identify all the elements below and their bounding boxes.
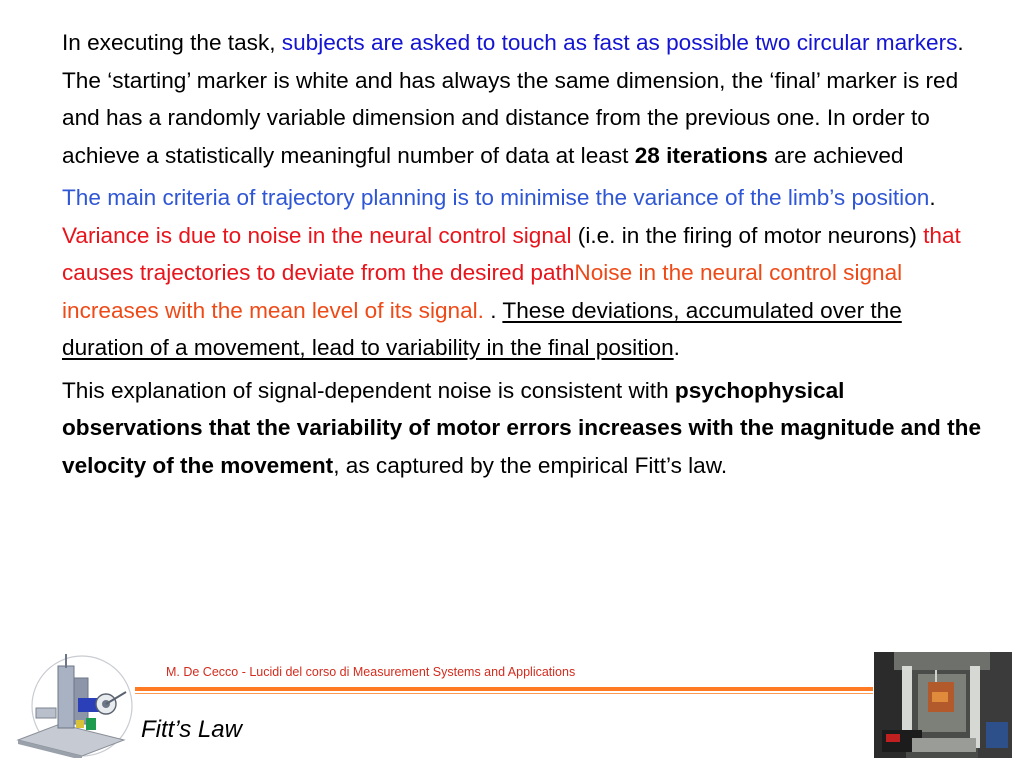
slide-body bbox=[62, 24, 982, 489]
text-run: are achieved bbox=[767, 142, 904, 168]
highlight-markers: subjects are asked to touch as fast as possible two circular markers bbox=[281, 30, 958, 55]
highlight-iterations: 28 iterations bbox=[634, 142, 768, 168]
slide-title: Fitt’s Law bbox=[141, 716, 242, 743]
highlight-observations: psychophysical observations that the variability of motor errors increases with the magnitude and the velocity of the movement bbox=[62, 377, 982, 478]
text-run: . The ‘starting’ marker is white and has always the same dimension, the ‘final’ marker is red and has a randomly variable dimension and distance from the previous one. In order to achieve a statistically meaningful number of data at least bbox=[62, 30, 964, 168]
highlight-noise: Noise in the neural control signal increases with the mean level of its signal. bbox=[62, 260, 903, 323]
paragraph-explanation bbox=[62, 372, 982, 485]
footer-rule bbox=[135, 687, 873, 691]
text-run: . bbox=[929, 185, 936, 210]
text-run: (i.e. in the firing of motor neurons) bbox=[571, 222, 924, 248]
robot-mechanism-drawing-icon bbox=[12, 648, 134, 758]
text-run: . bbox=[490, 297, 503, 323]
lab-test-equipment-photo-icon bbox=[874, 652, 1012, 758]
paragraph-task bbox=[62, 24, 982, 174]
text-run: . bbox=[673, 335, 680, 360]
text-run: In executing the task, bbox=[62, 30, 282, 55]
paragraph-criteria bbox=[62, 179, 982, 367]
footer-rule-thin bbox=[135, 693, 873, 694]
text-run: , as captured by the empirical Fitt’s law. bbox=[333, 452, 728, 478]
author-line: M. De Cecco - Lucidi del corso di Measurement Systems and Applications bbox=[166, 665, 576, 679]
highlight-variance: Variance is due to noise in the neural control signal bbox=[62, 222, 572, 248]
highlight-criteria: The main criteria of trajectory planning is to minimise the variance of the limb’s position bbox=[62, 185, 930, 210]
text-run: This explanation of signal-dependent noise is consistent with bbox=[62, 377, 675, 403]
underlined-deviations: These deviations, accumulated over the duration of a movement, lead to variability in the final position bbox=[62, 297, 902, 360]
highlight-deviation: that causes trajectories to deviate from the desired path bbox=[62, 222, 961, 285]
